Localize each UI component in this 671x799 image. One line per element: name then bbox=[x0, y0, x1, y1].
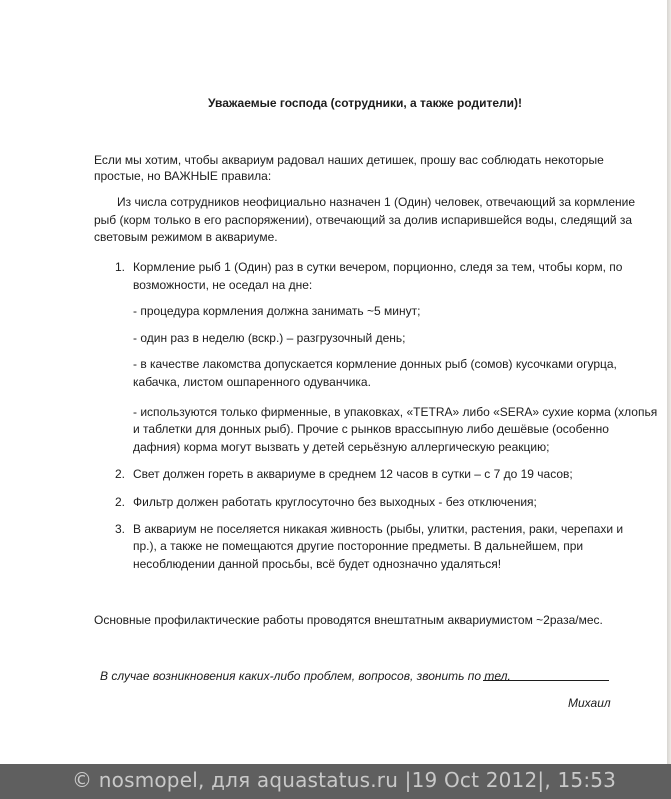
phone-blank-line bbox=[483, 680, 609, 681]
rule-4-number: 3. bbox=[115, 522, 126, 536]
signature: Михаил bbox=[568, 696, 611, 710]
rule-1-number: 1. bbox=[115, 260, 126, 274]
rule-2-line-1: Свет должен гореть в аквариуме в среднем 12 часов в сутки – с 7 до 19 часов; bbox=[133, 467, 573, 481]
rule-1-subitem-3-line-1: - в качестве лакомства допускается кормление донных рыб (сомов) кусочками огурца, bbox=[133, 357, 617, 371]
rule-1-subitem-1: - процедура кормления должна занимать ~5 минут; bbox=[133, 304, 421, 318]
rule-3-number: 2. bbox=[115, 495, 126, 509]
maintenance-note: Основные профилактические работы проводятся внештатным аквариумистом ~2раза/мес. bbox=[94, 613, 603, 627]
assignment-line-1: Из числа сотрудников неофициально назначен 1 (Один) человек, отвечающий за кормление bbox=[117, 195, 636, 209]
assignment-line-2: рыб (корм только в его распоряжении), отвечающий за долив испарившейся воды, следящий за bbox=[94, 213, 633, 227]
watermark-text: © nosmopel, для aquastatus.ru |19 Oct 2012|, 15:53 bbox=[72, 768, 617, 792]
rule-4-line-3: несоблюдении данной просьбы, всё будет однозначно удаляться! bbox=[133, 557, 502, 571]
rule-3-line-1: Фильтр должен работать круглосуточно без выходных - без отключения; bbox=[133, 495, 537, 509]
rule-1-subitem-4-line-1: - используются только фирменные, в упаковках, «TETRA» либо «SERA» сухие корма (хлопья bbox=[133, 405, 658, 419]
rule-1-line-2: возможности, не оседал на дне: bbox=[133, 278, 313, 292]
rule-2-number: 2. bbox=[115, 467, 126, 481]
rule-1-subitem-4-line-2: и таблетки для донных рыб). Прочие с рынков врассыпную либо дешёвые (особенно bbox=[133, 422, 609, 436]
intro-line-2: простые, но ВАЖНЫЕ правила: bbox=[94, 169, 272, 183]
rule-4-line-2: пр.), а также не помещаются другие посторонние предметы. В дальнейшем, при bbox=[133, 539, 584, 553]
rule-1-line-1: Кормление рыб 1 (Один) раз в сутки вечером, порционно, следя за тем, чтобы корм, по bbox=[133, 260, 623, 274]
rule-4-line-1: В аквариум не поселяется никакая живность (рыбы, улитки, растения, раки, черепахи и bbox=[133, 522, 624, 536]
assignment-line-3: световым режимом в аквариуме. bbox=[94, 230, 278, 244]
rule-1-subitem-2: - один раз в неделю (вскр.) – разгрузочный день; bbox=[133, 331, 406, 345]
rule-1-subitem-4-line-3: дафния) корма могут вызвать у детей серьёзную аллергическую реакцию; bbox=[133, 440, 550, 454]
page-edge-shadow bbox=[667, 0, 671, 764]
rule-1-subitem-3-line-2: кабачка, листом ошпаренного одуванчика. bbox=[133, 375, 371, 389]
intro-line-1: Если мы хотим, чтобы аквариум радовал наших детишек, прошу вас соблюдать некоторые bbox=[94, 153, 604, 167]
document-title: Уважаемые господа (сотрудники, а также родители)! bbox=[208, 96, 522, 110]
contact-line: В случае возникновения каких-либо проблем, вопросов, звонить по тел. bbox=[100, 669, 511, 683]
